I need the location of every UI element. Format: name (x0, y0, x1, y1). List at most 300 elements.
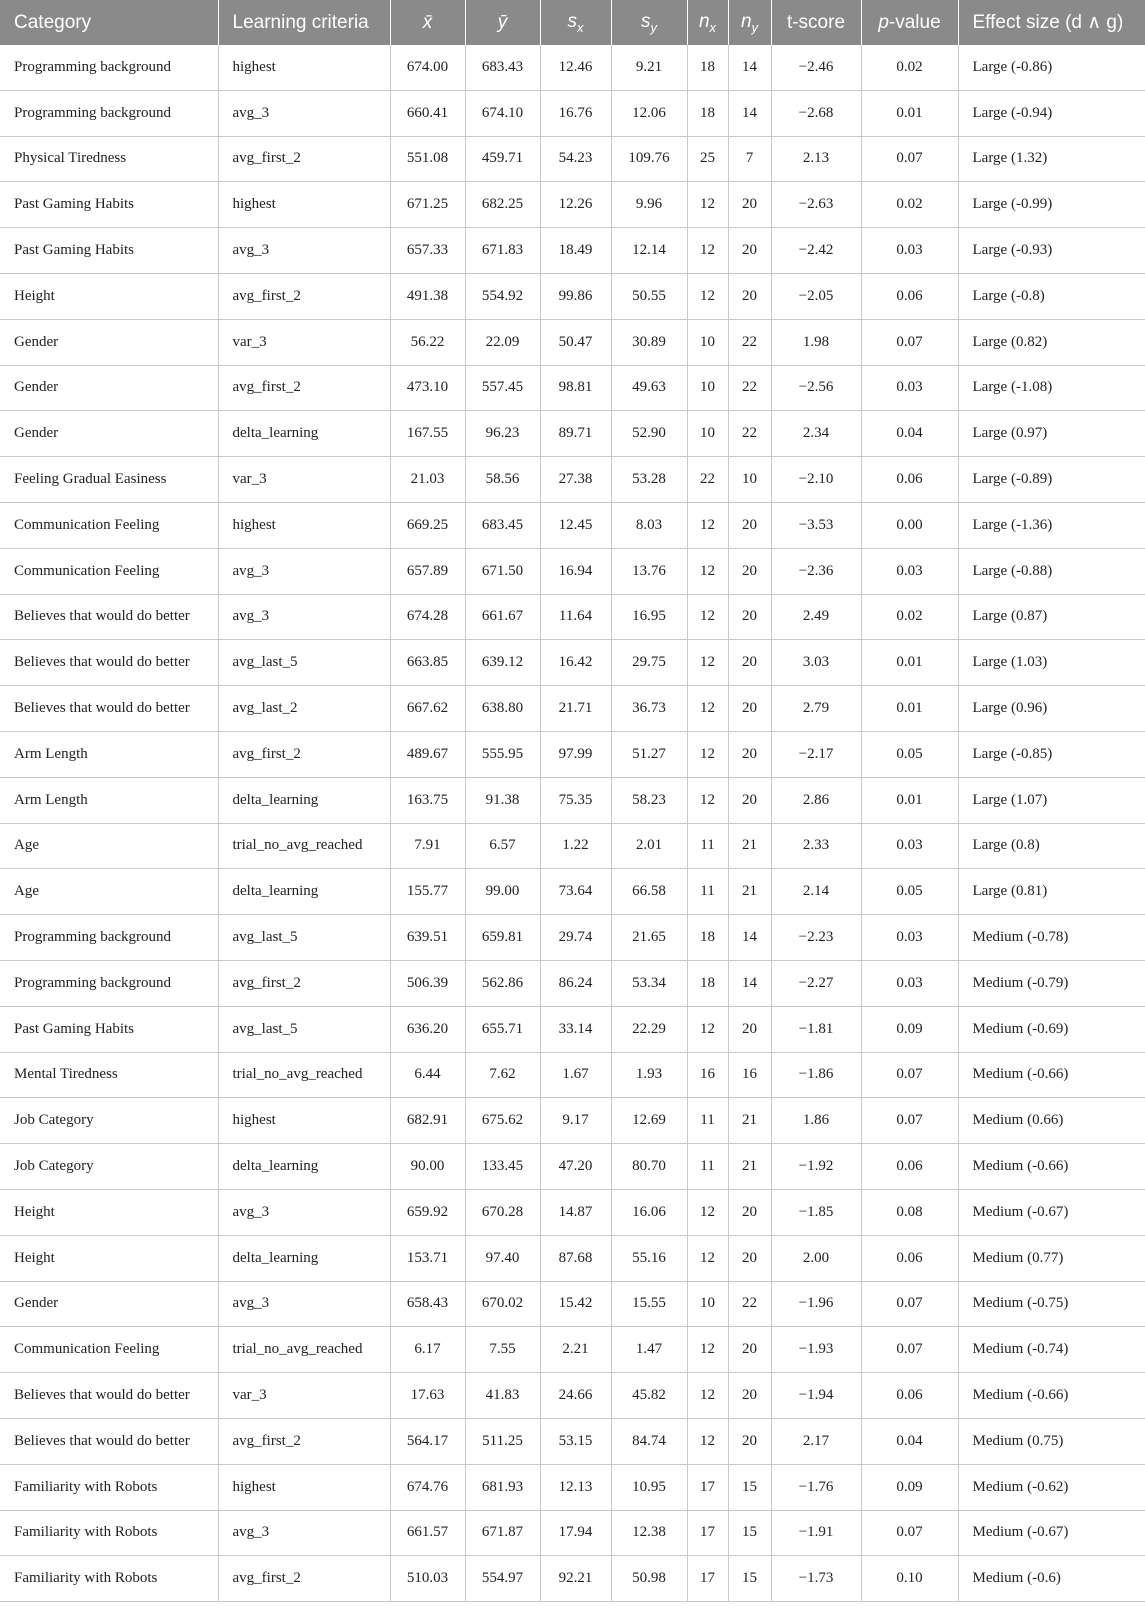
table-row (0, 319, 1145, 365)
table-row (0, 640, 1145, 686)
cell-sy: 84.74 (611, 1418, 687, 1464)
cell-category: Arm Length (0, 777, 218, 823)
cell-sx: 15.42 (540, 1281, 611, 1327)
cell-x-mean: 661.57 (390, 1510, 465, 1556)
cell-sx: 14.87 (540, 1189, 611, 1235)
cell-p-value: 0.03 (861, 823, 958, 869)
cell-learning-criteria: avg_3 (218, 1189, 390, 1235)
cell-x-mean: 660.41 (390, 90, 465, 136)
table-row (0, 136, 1145, 182)
cell-y-mean: 554.92 (465, 273, 540, 319)
cell-p-value: 0.01 (861, 640, 958, 686)
cell-sy: 53.34 (611, 960, 687, 1006)
cell-sy: 16.06 (611, 1189, 687, 1235)
cell-learning-criteria: highest (218, 45, 390, 90)
cell-x-mean: 6.44 (390, 1052, 465, 1098)
cell-t-score: −1.76 (771, 1464, 861, 1510)
cell-nx: 12 (687, 777, 728, 823)
cell-nx: 22 (687, 457, 728, 503)
cell-learning-criteria: avg_first_2 (218, 1556, 390, 1602)
cell-learning-criteria: avg_first_2 (218, 960, 390, 1006)
cell-t-score: 1.98 (771, 319, 861, 365)
cell-t-score: −2.27 (771, 960, 861, 1006)
cell-y-mean: 58.56 (465, 457, 540, 503)
cell-learning-criteria: avg_first_2 (218, 136, 390, 182)
cell-sy: 1.93 (611, 1052, 687, 1098)
cell-sy: 29.75 (611, 640, 687, 686)
cell-ny: 20 (728, 1418, 771, 1464)
cell-nx: 11 (687, 823, 728, 869)
cell-p-value: 0.03 (861, 228, 958, 274)
table-row (0, 1373, 1145, 1419)
table-row (0, 548, 1145, 594)
cell-p-value: 0.06 (861, 1235, 958, 1281)
cell-sy: 52.90 (611, 411, 687, 457)
header-sx-subscript: x (577, 19, 584, 35)
cell-learning-criteria: avg_first_2 (218, 731, 390, 777)
cell-nx: 12 (687, 273, 728, 319)
cell-effect-size: Large (-0.94) (958, 90, 1145, 136)
cell-x-mean: 489.67 (390, 731, 465, 777)
cell-ny: 14 (728, 45, 771, 90)
cell-p-value: 0.06 (861, 1373, 958, 1419)
cell-sx: 99.86 (540, 273, 611, 319)
cell-nx: 11 (687, 1144, 728, 1190)
cell-nx: 17 (687, 1464, 728, 1510)
cell-sx: 1.22 (540, 823, 611, 869)
cell-nx: 12 (687, 228, 728, 274)
cell-effect-size: Medium (0.77) (958, 1235, 1145, 1281)
cell-effect-size: Large (-0.99) (958, 182, 1145, 228)
cell-y-mean: 681.93 (465, 1464, 540, 1510)
cell-p-value: 0.05 (861, 869, 958, 915)
cell-nx: 11 (687, 869, 728, 915)
cell-y-mean: 41.83 (465, 1373, 540, 1419)
cell-t-score: 3.03 (771, 640, 861, 686)
cell-effect-size: Medium (-0.67) (958, 1189, 1145, 1235)
cell-x-mean: 564.17 (390, 1418, 465, 1464)
cell-p-value: 0.06 (861, 1144, 958, 1190)
cell-p-value: 0.09 (861, 1006, 958, 1052)
cell-sy: 12.14 (611, 228, 687, 274)
cell-sy: 21.65 (611, 915, 687, 961)
table-row (0, 1052, 1145, 1098)
cell-effect-size: Large (-0.88) (958, 548, 1145, 594)
cell-nx: 12 (687, 548, 728, 594)
cell-x-mean: 667.62 (390, 686, 465, 732)
cell-category: Job Category (0, 1144, 218, 1190)
cell-category: Believes that would do better (0, 1418, 218, 1464)
cell-t-score: 2.34 (771, 411, 861, 457)
cell-x-mean: 674.28 (390, 594, 465, 640)
cell-sy: 66.58 (611, 869, 687, 915)
cell-learning-criteria: avg_first_2 (218, 273, 390, 319)
header-sy-symbol: s (641, 10, 651, 32)
table-row (0, 823, 1145, 869)
cell-ny: 20 (728, 182, 771, 228)
cell-t-score: −1.85 (771, 1189, 861, 1235)
cell-y-mean: 91.38 (465, 777, 540, 823)
cell-learning-criteria: delta_learning (218, 1144, 390, 1190)
cell-x-mean: 167.55 (390, 411, 465, 457)
cell-x-mean: 657.33 (390, 228, 465, 274)
cell-x-mean: 669.25 (390, 502, 465, 548)
header-sy (611, 0, 687, 45)
header-effect-size: Effect size (d ∧ g) (958, 0, 1145, 45)
cell-t-score: 2.33 (771, 823, 861, 869)
header-sx (540, 0, 611, 45)
cell-sy: 2.01 (611, 823, 687, 869)
cell-sy: 9.96 (611, 182, 687, 228)
table-row (0, 1144, 1145, 1190)
cell-ny: 20 (728, 548, 771, 594)
cell-ny: 21 (728, 823, 771, 869)
cell-nx: 10 (687, 411, 728, 457)
header-sx-symbol: s (567, 10, 577, 32)
table-row (0, 1464, 1145, 1510)
cell-t-score: −1.86 (771, 1052, 861, 1098)
cell-y-mean: 511.25 (465, 1418, 540, 1464)
cell-x-mean: 21.03 (390, 457, 465, 503)
cell-x-mean: 639.51 (390, 915, 465, 961)
cell-p-value: 0.06 (861, 273, 958, 319)
cell-x-mean: 90.00 (390, 1144, 465, 1190)
cell-ny: 20 (728, 686, 771, 732)
cell-x-mean: 551.08 (390, 136, 465, 182)
cell-p-value: 0.02 (861, 182, 958, 228)
cell-category: Past Gaming Habits (0, 1006, 218, 1052)
cell-y-mean: 562.86 (465, 960, 540, 1006)
cell-t-score: 2.13 (771, 136, 861, 182)
table-row (0, 1418, 1145, 1464)
cell-x-mean: 657.89 (390, 548, 465, 594)
cell-t-score: −2.63 (771, 182, 861, 228)
cell-sx: 29.74 (540, 915, 611, 961)
cell-category: Familiarity with Robots (0, 1510, 218, 1556)
cell-ny: 14 (728, 915, 771, 961)
cell-nx: 18 (687, 45, 728, 90)
cell-learning-criteria: avg_last_5 (218, 640, 390, 686)
cell-p-value: 0.02 (861, 45, 958, 90)
header-ny-subscript: y (751, 19, 759, 35)
cell-t-score: −2.05 (771, 273, 861, 319)
cell-sx: 33.14 (540, 1006, 611, 1052)
cell-ny: 20 (728, 502, 771, 548)
cell-sy: 109.76 (611, 136, 687, 182)
cell-effect-size: Large (0.97) (958, 411, 1145, 457)
cell-learning-criteria: avg_first_2 (218, 365, 390, 411)
cell-effect-size: Medium (-0.79) (958, 960, 1145, 1006)
cell-p-value: 0.04 (861, 1418, 958, 1464)
cell-nx: 17 (687, 1510, 728, 1556)
cell-sx: 16.94 (540, 548, 611, 594)
table-row (0, 411, 1145, 457)
cell-y-mean: 682.25 (465, 182, 540, 228)
cell-category: Programming background (0, 915, 218, 961)
table-row (0, 502, 1145, 548)
cell-learning-criteria: avg_first_2 (218, 1418, 390, 1464)
cell-p-value: 0.03 (861, 365, 958, 411)
cell-learning-criteria: trial_no_avg_reached (218, 823, 390, 869)
table-row (0, 273, 1145, 319)
header-sy-subscript: y (650, 19, 657, 35)
cell-nx: 12 (687, 686, 728, 732)
cell-t-score: −2.56 (771, 365, 861, 411)
cell-y-mean: 638.80 (465, 686, 540, 732)
cell-category: Job Category (0, 1098, 218, 1144)
cell-y-mean: 674.10 (465, 90, 540, 136)
cell-learning-criteria: trial_no_avg_reached (218, 1052, 390, 1098)
cell-category: Height (0, 273, 218, 319)
cell-sx: 27.38 (540, 457, 611, 503)
cell-sx: 89.71 (540, 411, 611, 457)
cell-category: Past Gaming Habits (0, 182, 218, 228)
cell-t-score: 2.86 (771, 777, 861, 823)
table-row (0, 45, 1145, 90)
cell-effect-size: Large (-0.89) (958, 457, 1145, 503)
cell-nx: 17 (687, 1556, 728, 1602)
cell-p-value: 0.03 (861, 548, 958, 594)
cell-nx: 18 (687, 90, 728, 136)
cell-category: Gender (0, 411, 218, 457)
cell-nx: 12 (687, 594, 728, 640)
table-row (0, 869, 1145, 915)
cell-x-mean: 6.17 (390, 1327, 465, 1373)
cell-ny: 15 (728, 1556, 771, 1602)
cell-x-mean: 674.76 (390, 1464, 465, 1510)
cell-sx: 92.21 (540, 1556, 611, 1602)
cell-sx: 12.13 (540, 1464, 611, 1510)
cell-effect-size: Medium (-0.6) (958, 1556, 1145, 1602)
cell-y-mean: 683.45 (465, 502, 540, 548)
table-row (0, 594, 1145, 640)
cell-sx: 24.66 (540, 1373, 611, 1419)
cell-learning-criteria: highest (218, 1098, 390, 1144)
cell-effect-size: Large (1.03) (958, 640, 1145, 686)
cell-category: Age (0, 869, 218, 915)
cell-sx: 86.24 (540, 960, 611, 1006)
cell-y-mean: 671.87 (465, 1510, 540, 1556)
cell-ny: 21 (728, 1098, 771, 1144)
cell-sy: 58.23 (611, 777, 687, 823)
cell-learning-criteria: avg_3 (218, 1510, 390, 1556)
cell-sx: 87.68 (540, 1235, 611, 1281)
cell-y-mean: 671.83 (465, 228, 540, 274)
cell-ny: 22 (728, 319, 771, 365)
cell-p-value: 0.03 (861, 960, 958, 1006)
cell-sy: 80.70 (611, 1144, 687, 1190)
cell-effect-size: Large (-0.86) (958, 45, 1145, 90)
cell-effect-size: Medium (-0.78) (958, 915, 1145, 961)
cell-effect-size: Large (1.32) (958, 136, 1145, 182)
cell-ny: 20 (728, 1327, 771, 1373)
cell-y-mean: 675.62 (465, 1098, 540, 1144)
cell-effect-size: Medium (-0.75) (958, 1281, 1145, 1327)
cell-category: Believes that would do better (0, 594, 218, 640)
cell-t-score: −2.17 (771, 731, 861, 777)
table-row (0, 1510, 1145, 1556)
cell-nx: 16 (687, 1052, 728, 1098)
cell-y-mean: 97.40 (465, 1235, 540, 1281)
cell-ny: 15 (728, 1510, 771, 1556)
header-row (0, 0, 1145, 45)
cell-ny: 20 (728, 777, 771, 823)
cell-t-score: −1.81 (771, 1006, 861, 1052)
cell-x-mean: 671.25 (390, 182, 465, 228)
cell-p-value: 0.01 (861, 686, 958, 732)
cell-sx: 18.49 (540, 228, 611, 274)
cell-effect-size: Medium (-0.66) (958, 1052, 1145, 1098)
cell-y-mean: 659.81 (465, 915, 540, 961)
cell-sx: 12.46 (540, 45, 611, 90)
cell-learning-criteria: var_3 (218, 1373, 390, 1419)
cell-x-mean: 659.92 (390, 1189, 465, 1235)
cell-category: Familiarity with Robots (0, 1556, 218, 1602)
table-row (0, 1235, 1145, 1281)
cell-sx: 9.17 (540, 1098, 611, 1144)
cell-effect-size: Medium (-0.69) (958, 1006, 1145, 1052)
cell-y-mean: 671.50 (465, 548, 540, 594)
cell-effect-size: Large (0.82) (958, 319, 1145, 365)
cell-t-score: −2.42 (771, 228, 861, 274)
cell-category: Past Gaming Habits (0, 228, 218, 274)
cell-p-value: 0.08 (861, 1189, 958, 1235)
cell-sy: 8.03 (611, 502, 687, 548)
cell-sy: 49.63 (611, 365, 687, 411)
header-nx-symbol: n (698, 10, 710, 32)
cell-sx: 21.71 (540, 686, 611, 732)
cell-ny: 20 (728, 1373, 771, 1419)
table-row (0, 915, 1145, 961)
cell-category: Programming background (0, 960, 218, 1006)
cell-nx: 18 (687, 915, 728, 961)
cell-x-mean: 473.10 (390, 365, 465, 411)
cell-sy: 55.16 (611, 1235, 687, 1281)
cell-y-mean: 670.02 (465, 1281, 540, 1327)
cell-t-score: −1.94 (771, 1373, 861, 1419)
cell-effect-size: Large (-0.8) (958, 273, 1145, 319)
cell-y-mean: 683.43 (465, 45, 540, 90)
cell-learning-criteria: trial_no_avg_reached (218, 1327, 390, 1373)
table-row (0, 1189, 1145, 1235)
cell-category: Programming background (0, 90, 218, 136)
cell-sx: 98.81 (540, 365, 611, 411)
cell-category: Height (0, 1189, 218, 1235)
cell-nx: 10 (687, 319, 728, 365)
cell-ny: 20 (728, 731, 771, 777)
cell-sy: 50.98 (611, 1556, 687, 1602)
cell-x-mean: 17.63 (390, 1373, 465, 1419)
cell-t-score: 1.86 (771, 1098, 861, 1144)
table-row (0, 365, 1145, 411)
cell-p-value: 0.07 (861, 1052, 958, 1098)
cell-category: Physical Tiredness (0, 136, 218, 182)
cell-p-value: 0.03 (861, 915, 958, 961)
cell-ny: 7 (728, 136, 771, 182)
cell-sy: 53.28 (611, 457, 687, 503)
cell-effect-size: Medium (-0.66) (958, 1144, 1145, 1190)
header-category: Category (0, 0, 218, 45)
cell-nx: 10 (687, 1281, 728, 1327)
cell-y-mean: 133.45 (465, 1144, 540, 1190)
cell-effect-size: Large (0.87) (958, 594, 1145, 640)
cell-ny: 20 (728, 1235, 771, 1281)
cell-p-value: 0.10 (861, 1556, 958, 1602)
cell-x-mean: 56.22 (390, 319, 465, 365)
cell-t-score: −2.46 (771, 45, 861, 90)
cell-x-mean: 163.75 (390, 777, 465, 823)
cell-nx: 18 (687, 960, 728, 1006)
cell-ny: 14 (728, 90, 771, 136)
cell-sy: 16.95 (611, 594, 687, 640)
cell-effect-size: Medium (-0.67) (958, 1510, 1145, 1556)
cell-sy: 30.89 (611, 319, 687, 365)
table-row (0, 457, 1145, 503)
cell-effect-size: Medium (-0.66) (958, 1373, 1145, 1419)
table-row (0, 1556, 1145, 1602)
table-row (0, 731, 1145, 777)
cell-y-mean: 557.45 (465, 365, 540, 411)
table-row (0, 960, 1145, 1006)
cell-category: Programming background (0, 45, 218, 90)
cell-t-score: 2.49 (771, 594, 861, 640)
cell-ny: 15 (728, 1464, 771, 1510)
cell-category: Age (0, 823, 218, 869)
cell-nx: 12 (687, 1327, 728, 1373)
cell-ny: 22 (728, 1281, 771, 1327)
cell-category: Arm Length (0, 731, 218, 777)
cell-learning-criteria: avg_3 (218, 228, 390, 274)
cell-learning-criteria: avg_3 (218, 594, 390, 640)
cell-learning-criteria: avg_last_5 (218, 915, 390, 961)
cell-p-value: 0.01 (861, 90, 958, 136)
cell-category: Familiarity with Robots (0, 1464, 218, 1510)
cell-ny: 21 (728, 1144, 771, 1190)
cell-ny: 16 (728, 1052, 771, 1098)
cell-category: Communication Feeling (0, 548, 218, 594)
cell-category: Mental Tiredness (0, 1052, 218, 1098)
cell-ny: 22 (728, 365, 771, 411)
cell-learning-criteria: delta_learning (218, 869, 390, 915)
cell-learning-criteria: delta_learning (218, 777, 390, 823)
cell-nx: 11 (687, 1098, 728, 1144)
cell-learning-criteria: highest (218, 502, 390, 548)
cell-effect-size: Large (-1.36) (958, 502, 1145, 548)
cell-ny: 20 (728, 640, 771, 686)
cell-learning-criteria: highest (218, 1464, 390, 1510)
cell-effect-size: Large (1.07) (958, 777, 1145, 823)
cell-category: Gender (0, 319, 218, 365)
cell-x-mean: 636.20 (390, 1006, 465, 1052)
cell-nx: 12 (687, 1189, 728, 1235)
table-row (0, 1006, 1145, 1052)
table-row (0, 1098, 1145, 1144)
cell-t-score: −1.92 (771, 1144, 861, 1190)
cell-y-mean: 661.67 (465, 594, 540, 640)
cell-sy: 50.55 (611, 273, 687, 319)
cell-p-value: 0.07 (861, 136, 958, 182)
cell-effect-size: Large (0.96) (958, 686, 1145, 732)
cell-t-score: −1.91 (771, 1510, 861, 1556)
header-p-value (861, 0, 958, 45)
cell-y-mean: 639.12 (465, 640, 540, 686)
cell-sy: 22.29 (611, 1006, 687, 1052)
cell-y-mean: 555.95 (465, 731, 540, 777)
cell-y-mean: 6.57 (465, 823, 540, 869)
cell-p-value: 0.07 (861, 1510, 958, 1556)
cell-p-value: 0.07 (861, 1281, 958, 1327)
cell-x-mean: 510.03 (390, 1556, 465, 1602)
